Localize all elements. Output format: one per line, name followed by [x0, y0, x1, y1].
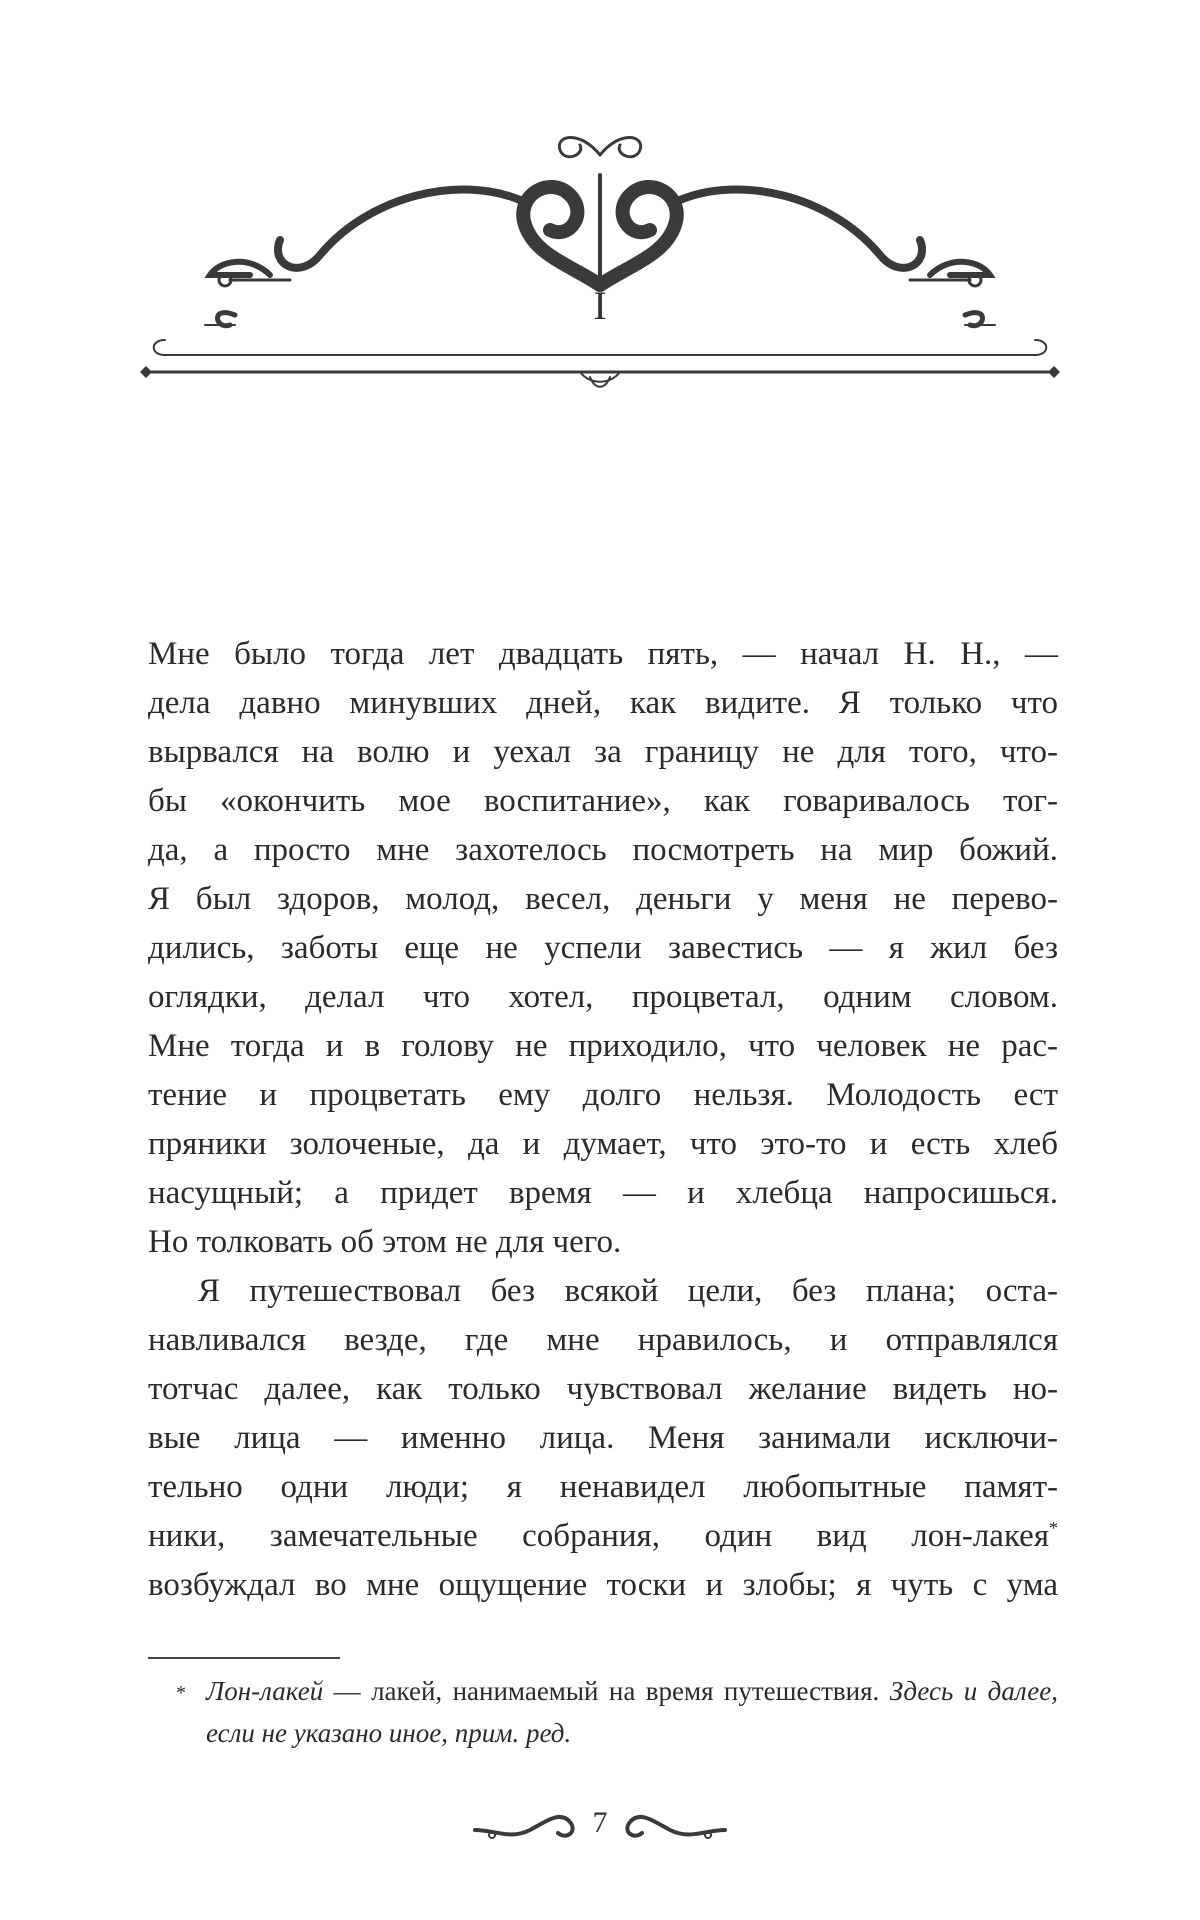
text-line: ники, замечательные собрания, один вид лон-лакея*	[148, 1518, 1058, 1554]
paragraph-1	[148, 630, 1058, 1267]
text-line: Я путешествовал без всякой цели, без плана; оста-	[198, 1273, 1058, 1309]
text-line: вырвался на волю и уехал за границу не для того, что-	[148, 734, 1058, 770]
text-line: насущный; а придет время — и хлебца напросишься.	[148, 1175, 1058, 1211]
text-line: пряники золоченые, да и думает, что это-то и есть хлеб	[148, 1126, 1058, 1162]
text-line: возбуждал во мне ощущение тоски и злобы; я чуть с ума	[148, 1567, 1058, 1603]
footnote-marker: *	[176, 1682, 186, 1704]
text-line: дела давно минувших дней, как видите. Я только что	[148, 685, 1058, 721]
footnote	[148, 1670, 1058, 1754]
text-line: тотчас далее, как только чувствовал желание видеть но-	[148, 1371, 1058, 1407]
footnote-definition: — лакей, нанимаемый на время путешествия.	[323, 1676, 890, 1706]
text-line: дились, заботы еще не успели завестись — я жил без	[148, 930, 1058, 966]
text-line: навливался везде, где мне нравилось, и отправлялся	[148, 1322, 1058, 1358]
chapter-number: I	[593, 283, 607, 328]
text-line: тение и процветать ему долго нельзя. Молодость ест	[148, 1077, 1058, 1113]
text-line: оглядки, делал что хотел, процветал, одним словом.	[148, 979, 1058, 1015]
footnote-divider	[148, 1657, 340, 1659]
text-line: Но толковать об этом не для чего.	[148, 1224, 622, 1260]
body-text	[148, 630, 1058, 1610]
text-line: тельно одни люди; я ненавидел любопытные памят-	[148, 1469, 1058, 1505]
text-line: Мне было тогда лет двадцать пять, — начал Н. Н., —	[148, 636, 1058, 672]
footnote-editor-note: Здесь и далее, если не указано иное, прим. ред.	[206, 1676, 1058, 1748]
text-line: Мне тогда и в голову не приходило, что человек не рас-	[148, 1028, 1058, 1064]
text-line: да, а просто мне захотелось посмотреть на мир божий.	[148, 832, 1058, 868]
ornament-header-icon	[140, 115, 1060, 405]
page-number: 7	[592, 1806, 608, 1839]
footnote-term: Лон-лакей	[206, 1676, 324, 1706]
text-line: Я был здоров, молод, весел, деньги у меня не перево-	[148, 881, 1058, 917]
text-line: бы «окончить мое воспитание», как говаривалось тог-	[148, 783, 1058, 819]
paragraph-2	[148, 1267, 1058, 1610]
text-line: вые лица — именно лица. Меня занимали исключи-	[148, 1420, 1058, 1456]
footnote-reference-marker: *	[1049, 1518, 1058, 1538]
